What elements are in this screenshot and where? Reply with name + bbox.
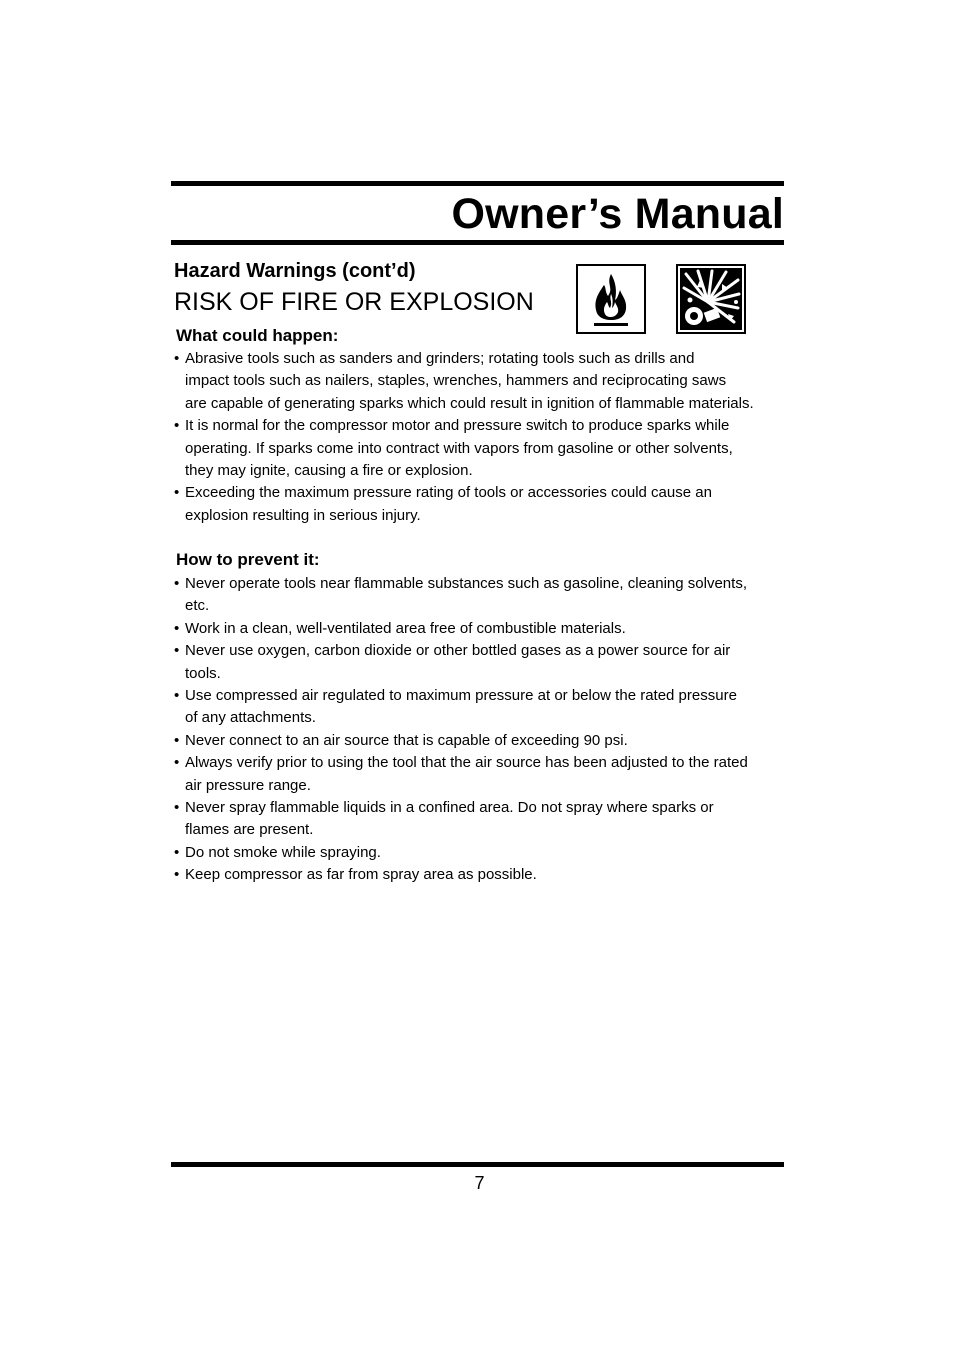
footer-rule [171,1162,784,1167]
list-item: • Never connect to an air source that is capable of exceeding 90 psi. [174,730,804,752]
section-subheading: RISK OF FIRE OR EXPLOSION [174,288,534,316]
page-title: Owner’s Manual [451,190,784,238]
list-item: • Never use oxygen, carbon dioxide or other bottled gases as a power source for air tools. [174,640,804,685]
how-to-prevent-list [174,573,804,887]
list-item: • Keep compressor as far from spray area as possible. [174,864,804,886]
what-could-happen-list [174,348,804,527]
list-item: • Never spray flammable liquids in a confined area. Do not spray where sparks or flames are present. [174,797,804,842]
what-could-happen-heading: What could happen: [176,326,339,345]
top-rule [171,181,784,186]
flammable-icon [576,264,646,334]
list-item: • Work in a clean, well-ventilated area free of combustible materials. [174,618,804,640]
list-item: • Abrasive tools such as sanders and grinders; rotating tools such as drills and impact tools such as nailers, staples, wrenches, hammers and reciprocating saws are capable of generating sparks which could result in ignition of flammable materials. [174,348,804,415]
list-item: • It is normal for the compressor motor and pressure switch to produce sparks while operating. If sparks come into contract with vapors from gasoline or other solvents, they may ignite, causing a fire or explosion. [174,415,804,482]
page-number: 7 [474,1173,485,1193]
explosive-icon [676,264,746,334]
title-underline-rule [171,240,784,245]
list-item: • Never operate tools near flammable substances such as gasoline, cleaning solvents, etc. [174,573,804,618]
list-item: • Use compressed air regulated to maximum pressure at or below the rated pressure of any attachments. [174,685,804,730]
list-item: • Always verify prior to using the tool that the air source has been adjusted to the rated air pressure range. [174,752,804,797]
list-item: • Do not smoke while spraying. [174,842,804,864]
how-to-prevent-heading: How to prevent it: [176,550,320,569]
list-item: • Exceeding the maximum pressure rating of tools or accessories could cause an explosion resulting in serious injury. [174,482,804,527]
section-heading: Hazard Warnings (cont’d) [174,260,416,282]
